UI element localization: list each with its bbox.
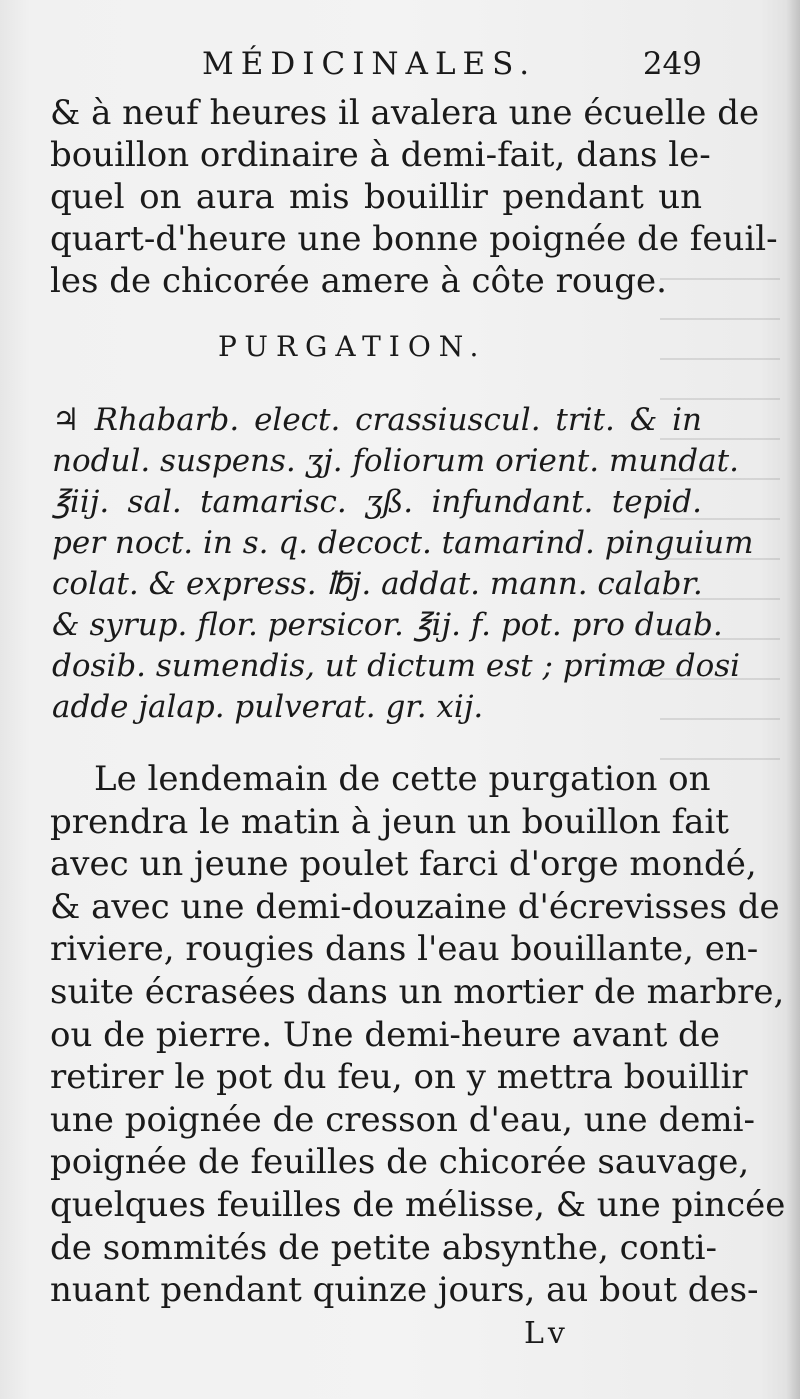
prescription-line: adde jalap. pulverat. gr. xij. — [52, 689, 484, 725]
page-edge-shadow — [786, 0, 800, 1399]
text-line: poignée de feuilles de chicorée sauvage, — [50, 1142, 750, 1183]
text-line: quelques feuilles de mélisse, & une pincée — [50, 1184, 786, 1225]
prescription-line: ℥iij. sal. tamarisc. ʒß. infundant. tepid. — [52, 484, 702, 520]
text-line: nuant pendant quinze jours, au bout des- — [50, 1270, 759, 1311]
page-number: 249 — [642, 46, 702, 82]
text-line: & avec une demi-douzaine d'écrevisses de — [50, 886, 780, 927]
prescription-line: per noct. in s. q. decoct. tamarind. pinguium — [52, 525, 754, 561]
text-line: bouillon ordinaire à demi-fait, dans le- — [50, 135, 711, 175]
section-title: PURGATION. — [218, 330, 487, 363]
text-line: riviere, rougies dans l'eau bouillante, en- — [50, 929, 759, 970]
running-head: MÉDICINALES. — [202, 46, 537, 82]
text-line: quel on aura mis bouillir pendant un — [50, 177, 702, 217]
text-line: de sommités de petite absynthe, conti- — [50, 1227, 718, 1268]
text-line: les de chicorée amere à côte rouge. — [50, 261, 667, 301]
text-line: quart-d'heure une bonne poignée de feuil- — [50, 219, 778, 259]
prescription-line: dosib. sumendis, ut dictum est ; primæ dosi — [52, 648, 741, 684]
text-line: retirer le pot du feu, on y mettra bouillir — [50, 1057, 748, 1098]
paragraph-2 — [50, 758, 786, 1312]
prescription-line: ♃ Rhabarb. elect. crassiuscul. trit. & in — [52, 402, 702, 438]
signature-mark: Lv — [524, 1316, 569, 1351]
text-line: suite écrasées dans un mortier de marbre, — [50, 971, 785, 1012]
prescription-block — [52, 400, 754, 728]
text-line: une poignée de cresson d'eau, une demi- — [50, 1099, 755, 1140]
prescription-line: nodul. suspens. ʒj. foliorum orient. mundat. — [52, 443, 739, 479]
text-line: prendra le matin à jeun un bouillon fait — [50, 801, 729, 842]
paragraph-1 — [50, 92, 778, 302]
text-line: & à neuf heures il avalera une écuelle de — [50, 93, 760, 133]
prescription-line: & syrup. flor. persicor. ℥ij. f. pot. pro duab. — [52, 607, 723, 643]
page-header — [52, 46, 702, 94]
text-line: ou de pierre. Une demi-heure avant de — [50, 1014, 720, 1055]
text-line: Le lendemain de cette purgation on — [94, 759, 711, 799]
text-line: avec un jeune poulet farci d'orge mondé, — [50, 844, 757, 885]
prescription-line: colat. & express. ℔j. addat. mann. calabr. — [52, 566, 703, 602]
